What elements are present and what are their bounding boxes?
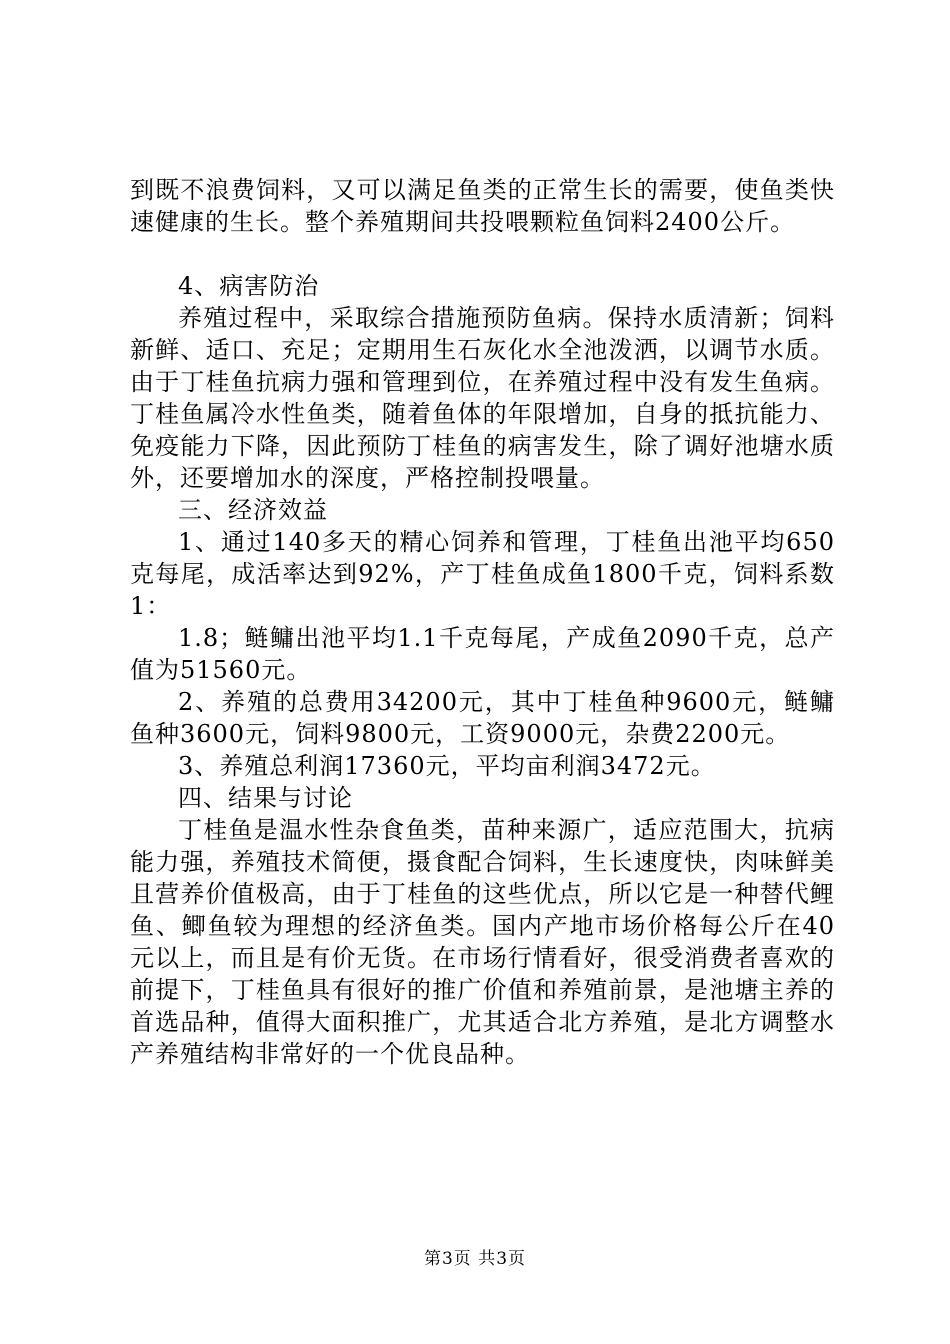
document-body: [130, 174, 835, 1070]
paragraph-output: 1、通过140多天的精心饲养和管理，丁桂鱼出池平均650克每尾，成活率达到92%，产丁桂鱼成鱼1800千克，饲料系数1：: [130, 528, 835, 620]
page-number-footer: 第3页 共3页: [423, 1249, 527, 1269]
heading-disease-prevention: 4、病害防治: [178, 272, 320, 300]
paragraph-disease-prevention: 养殖过程中，采取综合措施预防鱼病。保持水质清新；饲料新鲜、适口、充足；定期用生石灰化水全池泼洒，以调节水质。由于丁桂鱼抗病力强和管理到位，在养殖过程中没有发生鱼病。丁桂鱼属冷水性鱼类，随着鱼体的年限增加，自身的抵抗能力、免疫能力下降，因此预防丁桂鱼的病害发生，除了调好池塘水质外，还要增加水的深度，严格控制投喂量。: [130, 304, 835, 492]
paragraph-profit: 3、养殖总利润17360元，平均亩利润3472元。: [178, 752, 716, 780]
paragraph-costs: 2、养殖的总费用34200元，其中丁桂鱼种9600元，鲢鳙鱼种3600元，饲料9800元，工资9000元，杂费2200元。: [130, 688, 835, 748]
paragraph-results-discussion: 丁桂鱼是温水性杂食鱼类，苗种来源广，适应范围大，抗病能力强，养殖技术简便，摄食配合饲料，生长速度快，肉味鲜美且营养价值极高，由于丁桂鱼的这些优点，所以它是一种替代鲤鱼、鲫鱼较为理想的经济鱼类。国内产地市场价格每公斤在40元以上，而且是有价无货。在市场行情看好，很受消费者喜欢的前提下，丁桂鱼具有很好的推广价值和养殖前景，是池塘主养的首选品种，值得大面积推广，尤其适合北方养殖，是北方调整水产养殖结构非常好的一个优良品种。: [130, 816, 835, 1068]
paragraph-output-continued: 1.8；鲢鳙出池平均1.1千克每尾，产成鱼2090千克，总产值为51560元。: [130, 624, 835, 684]
paragraph-feeding-continued: 到既不浪费饲料，又可以满足鱼类的正常生长的需要，使鱼类快速健康的生长。整个养殖期间共投喂颗粒鱼饲料2400公斤。: [130, 176, 835, 236]
heading-results-discussion: 四、结果与讨论: [178, 784, 353, 812]
heading-economic-benefit: 三、经济效益: [178, 496, 328, 524]
